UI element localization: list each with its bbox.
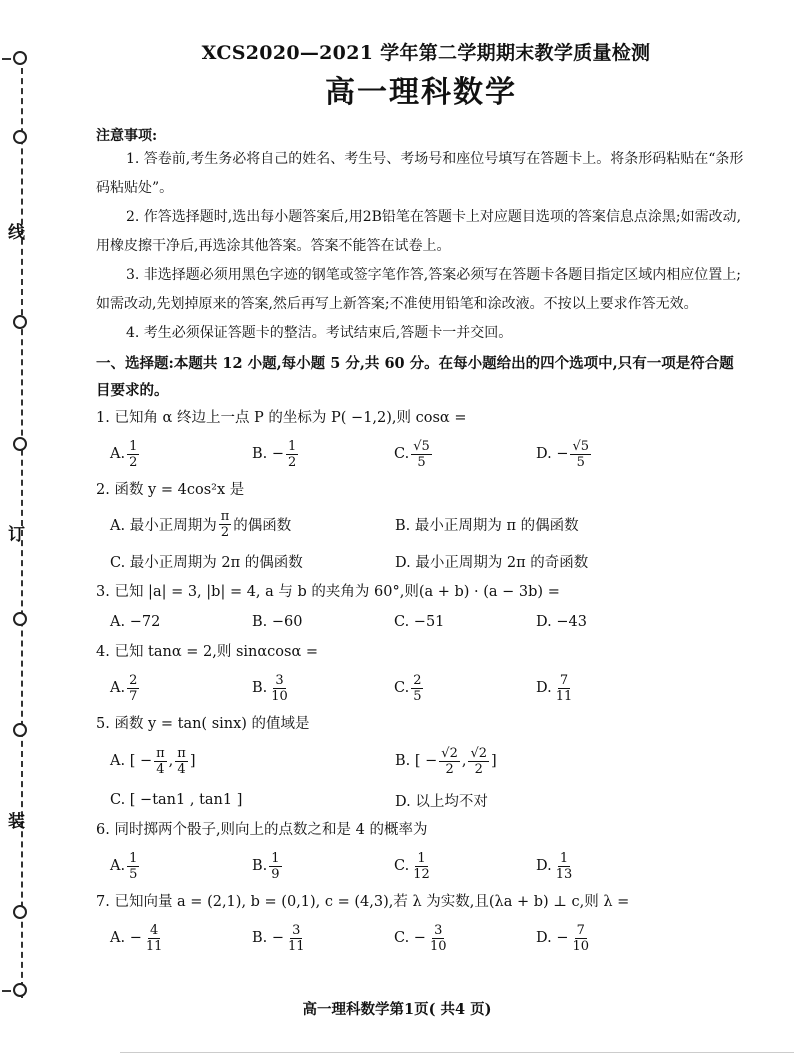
option-c: C. 最小正周期为 2π 的偶函数	[110, 554, 303, 571]
notice-item: 2. 作答选择题时,选出每小题答案后,用2B铅笔在答题卡上对应题目选项的答案信息点涂黑;如需改动,用橡皮擦干净后,再选涂其他答案。答案不能答在试卷上。	[96, 209, 742, 254]
margin-label-xian: 线	[8, 223, 25, 243]
question-options	[96, 844, 746, 888]
notice-item: 3. 非选择题必须用黑色字迹的钢笔或签字笔作答,答案必须写在答题卡各题目指定区域内相应位置上;如需改动,先划掉原来的答案,然后再写上新答案;不准使用铅笔和涂改液。不按以上要求作答无效。	[96, 267, 741, 312]
binding-hole-icon	[13, 130, 27, 144]
option-d: D. − $\frac{√5}{5}$	[536, 438, 590, 470]
option-d: D. −43	[536, 614, 587, 630]
option-d: D. − $\frac{7}{10}$	[536, 922, 590, 954]
notice-item: 4. 考生必须保证答题卡的整洁。考试结束后,答题卡一并交回。	[126, 325, 513, 341]
question-stem: 1. 已知角 α 终边上一点 P 的坐标为 P( −1,2),则 cosα =	[96, 410, 467, 426]
question-stem: 3. 已知 |a| = 3, |b| = 4, a 与 b 的夹角为 60°,则(a + b) · (a − 3b) =	[96, 584, 560, 600]
binding-hole-icon	[13, 983, 27, 997]
margin-label-zhuang: 装	[8, 812, 25, 832]
option-c: C. $\frac{√5}{5}$	[394, 438, 430, 470]
exam-title: XCS2020—2021 学年第二学期期末教学质量检测	[201, 42, 651, 64]
option-b: B. [ − $\frac{√2}{2}$ , $\frac{√2}{2}$ ]	[395, 745, 497, 777]
option-c: C. − $\frac{3}{10}$	[394, 922, 447, 954]
option-b: B. $\frac{1}{9}$	[252, 850, 280, 882]
binding-hole-icon	[13, 51, 27, 65]
page-footer: 高一理科数学第1页( 共4 页)	[302, 1001, 492, 1018]
question-stem: 7. 已知向量 a = (2,1), b = (0,1), c = (4,3),若 λ 为实数,且(λa + b) ⊥ c,则 λ =	[96, 894, 630, 910]
option-a: A. [ − $\frac{\pi}{4}$ , $\frac{\pi}{4}$ ]	[110, 745, 196, 777]
section-heading: 一、选择题:本题共 12 小题,每小题 5 分,共 60 分。在每小题给出的四个选项中,只有一项是符合题目要求的。	[96, 355, 734, 399]
question-options	[96, 432, 746, 476]
option-b: B. − $\frac{1}{2}$	[252, 438, 297, 470]
option-a: A. $\frac{1}{2}$	[110, 438, 138, 470]
binding-hole-icon	[13, 315, 27, 329]
question-stem: 5. 函数 y = tan( sinx) 的值域是	[96, 716, 310, 732]
binding-hole-icon	[13, 437, 27, 451]
option-b: B. 最小正周期为 π 的偶函数	[395, 517, 579, 534]
notice-heading: 注意事项:	[96, 128, 158, 144]
question-stem: 6. 同时掷两个骰子,则向上的点数之和是 4 的概率为	[96, 822, 428, 838]
option-c: C. [ −tan1 , tan1 ]	[110, 792, 243, 808]
option-c: C. $\frac{2}{5}$	[394, 672, 422, 704]
exam-content	[96, 38, 746, 960]
option-b: B. −60	[252, 614, 303, 630]
margin-tick	[2, 58, 11, 60]
question-options	[96, 666, 746, 710]
option-a: A. − $\frac{4}{11}$	[110, 922, 163, 954]
question-options	[96, 784, 746, 816]
option-c: C. −51	[394, 614, 445, 630]
binding-margin	[0, 40, 50, 1000]
binding-hole-icon	[13, 905, 27, 919]
question-stem: 4. 已知 tanα = 2,则 sinαcosα =	[96, 644, 319, 660]
notice-item: 1. 答卷前,考生务必将自己的姓名、考生号、考场号和座位号填写在答题卡上。将条形码粘贴在“条形码粘贴处”。	[96, 151, 744, 196]
option-b: B. $\frac{3}{10}$	[252, 672, 288, 704]
option-d: D. 最小正周期为 2π 的奇函数	[395, 554, 589, 571]
option-b: B. − $\frac{3}{11}$	[252, 922, 305, 954]
question-options	[96, 544, 746, 578]
option-a: A. $\frac{1}{5}$	[110, 850, 138, 882]
option-d: D. $\frac{1}{13}$	[536, 850, 573, 882]
margin-label-ding: 订	[8, 525, 25, 545]
question-stem: 2. 函数 y = 4cos²x 是	[96, 482, 245, 498]
question-options	[96, 738, 746, 784]
bottom-rule	[120, 1052, 794, 1053]
margin-tick	[2, 990, 11, 992]
option-d: D. 以上均不对	[395, 793, 488, 810]
binding-hole-icon	[13, 723, 27, 737]
option-d: D. $\frac{7}{11}$	[536, 672, 573, 704]
binding-hole-icon	[13, 612, 27, 626]
subject-title: 高一理科数学	[325, 75, 517, 110]
question-options	[96, 916, 746, 960]
question-options	[96, 504, 746, 544]
option-a: A. $\frac{2}{7}$	[110, 672, 138, 704]
option-a: A. 最小正周期为 $\frac{\pi}{2}$ 的偶函数	[110, 508, 292, 540]
option-c: C. $\frac{1}{12}$	[394, 850, 430, 882]
option-a: A. −72	[110, 614, 161, 630]
question-options	[96, 606, 746, 638]
